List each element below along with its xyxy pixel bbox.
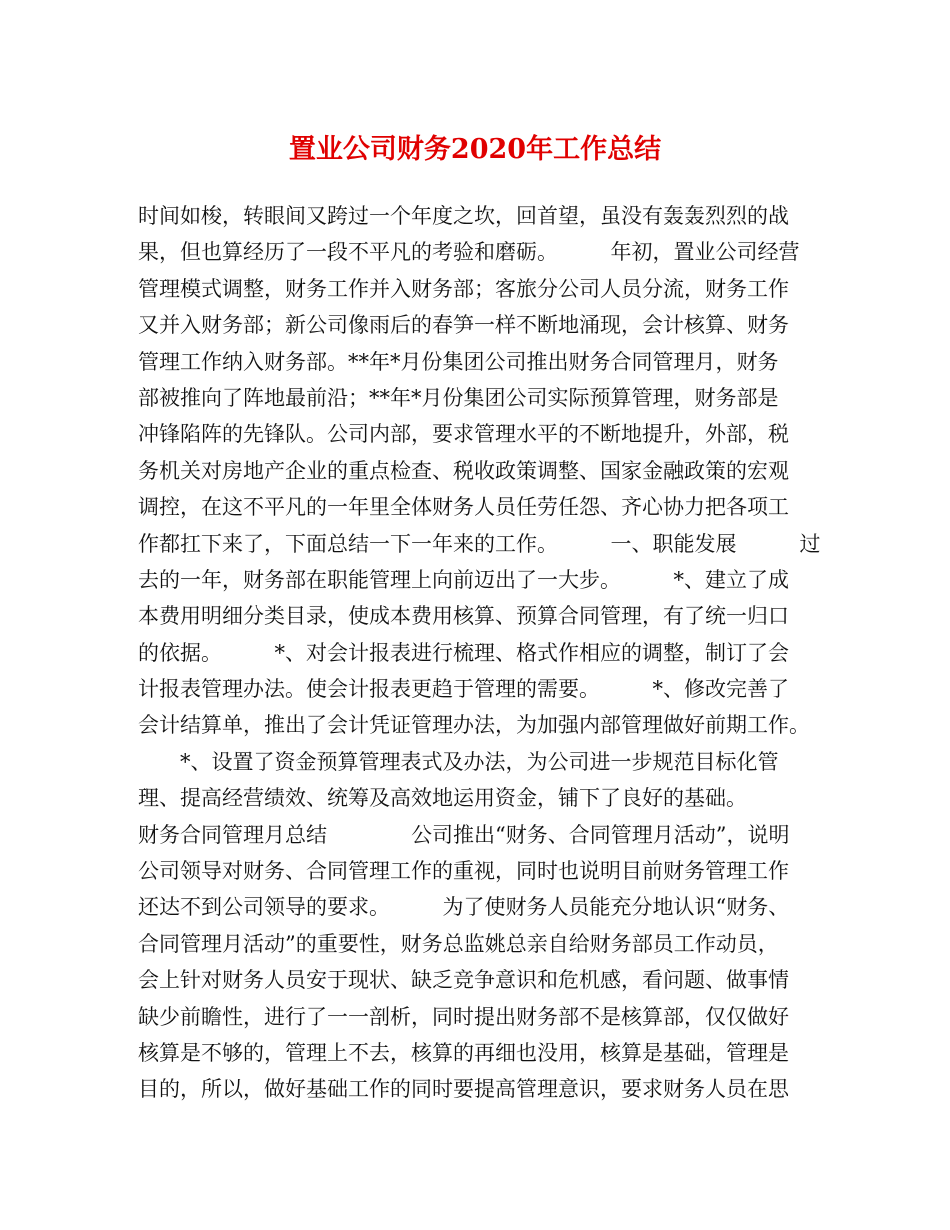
body-line: 时间如梭，转眼间又跨过一个年度之坎，回首望，虽没有轰轰烈烈的战 [138, 204, 789, 228]
body-line: 还达不到公司领导的要求。 为了使财务人员能充分地认识“财务、 [138, 895, 790, 920]
body-line: 冲锋陷阵的先锋队。公司内部，要求管理水平的不断地提升，外部，税 [138, 422, 789, 447]
body-line: 管理工作纳入财务部。**年*月份集团公司推出财务合同管理月，财务 [138, 349, 779, 374]
body-line: 本费用明细分类目录，使成本费用核算、预算合同管理，有了统一归口 [138, 604, 789, 629]
body-line: 计报表管理办法。使会计报表更趋于管理的需要。 *、修改完善了 [138, 677, 789, 702]
body-line: 去的一年，财务部在职能管理上向前迈出了一大步。 *、建立了成 [138, 567, 789, 592]
body-line: 又并入财务部；新公司像雨后的春笋一样不断地涌现，会计核算、财务 [138, 313, 789, 338]
document-title: 置业公司财务2020年工作总结 [288, 134, 662, 165]
body-line: 目的，所以，做好基础工作的同时要提高管理意识，要求财务人员在思 [138, 1077, 789, 1102]
body-line: 务机关对房地产企业的重点检查、税收政策调整、国家金融政策的宏观 [138, 458, 789, 483]
body-line: 作都扛下来了，下面总结一下一年来的工作。 一、职能发展 过 [138, 531, 821, 556]
body-line: 的依据。 *、对会计报表进行梳理、格式作相应的调整，制订了会 [138, 640, 789, 665]
body-line: 财务合同管理月总结 公司推出“财务、合同管理月活动”，说明 [138, 822, 790, 847]
body-line: 公司领导对财务、合同管理工作的重视，同时也说明目前财务管理工作 [138, 859, 789, 884]
body-line: 调控，在这不平凡的一年里全体财务人员任劳任怨、齐心协力把各项工 [138, 495, 789, 520]
body-line: 核算是不够的，管理上不去，核算的再细也没用，核算是基础，管理是 [138, 1040, 789, 1065]
body-line: 管理模式调整，财务工作并入财务部；客旅分公司人员分流，财务工作 [138, 276, 789, 301]
body-line: 会上针对财务人员安于现状、缺乏竞争意识和危机感，看问题、做事情 [138, 968, 789, 993]
body-line: 理、提高经营绩效、统筹及高效地运用资金，铺下了良好的基础。 [138, 786, 747, 811]
body-line: 缺少前瞻性，进行了一一剖析，同时提出财务部不是核算部，仅仅做好 [138, 1004, 789, 1029]
body-line: 会计结算单，推出了会计凭证管理办法，为加强内部管理做好前期工作。 [138, 713, 810, 738]
body-line: *、设置了资金预算管理表式及办法，为公司进一步规范目标化管 [138, 749, 779, 774]
body-line: 部被推向了阵地最前沿；**年*月份集团公司实际预算管理，财务部是 [138, 385, 779, 410]
document-body [138, 198, 828, 1108]
body-line: 果，但也算经历了一段不平凡的考验和磨砺。 年初，置业公司经营 [138, 240, 800, 265]
body-line: 合同管理月活动”的重要性，财务总监姚总亲自给财务部员工作动员， [138, 931, 779, 956]
